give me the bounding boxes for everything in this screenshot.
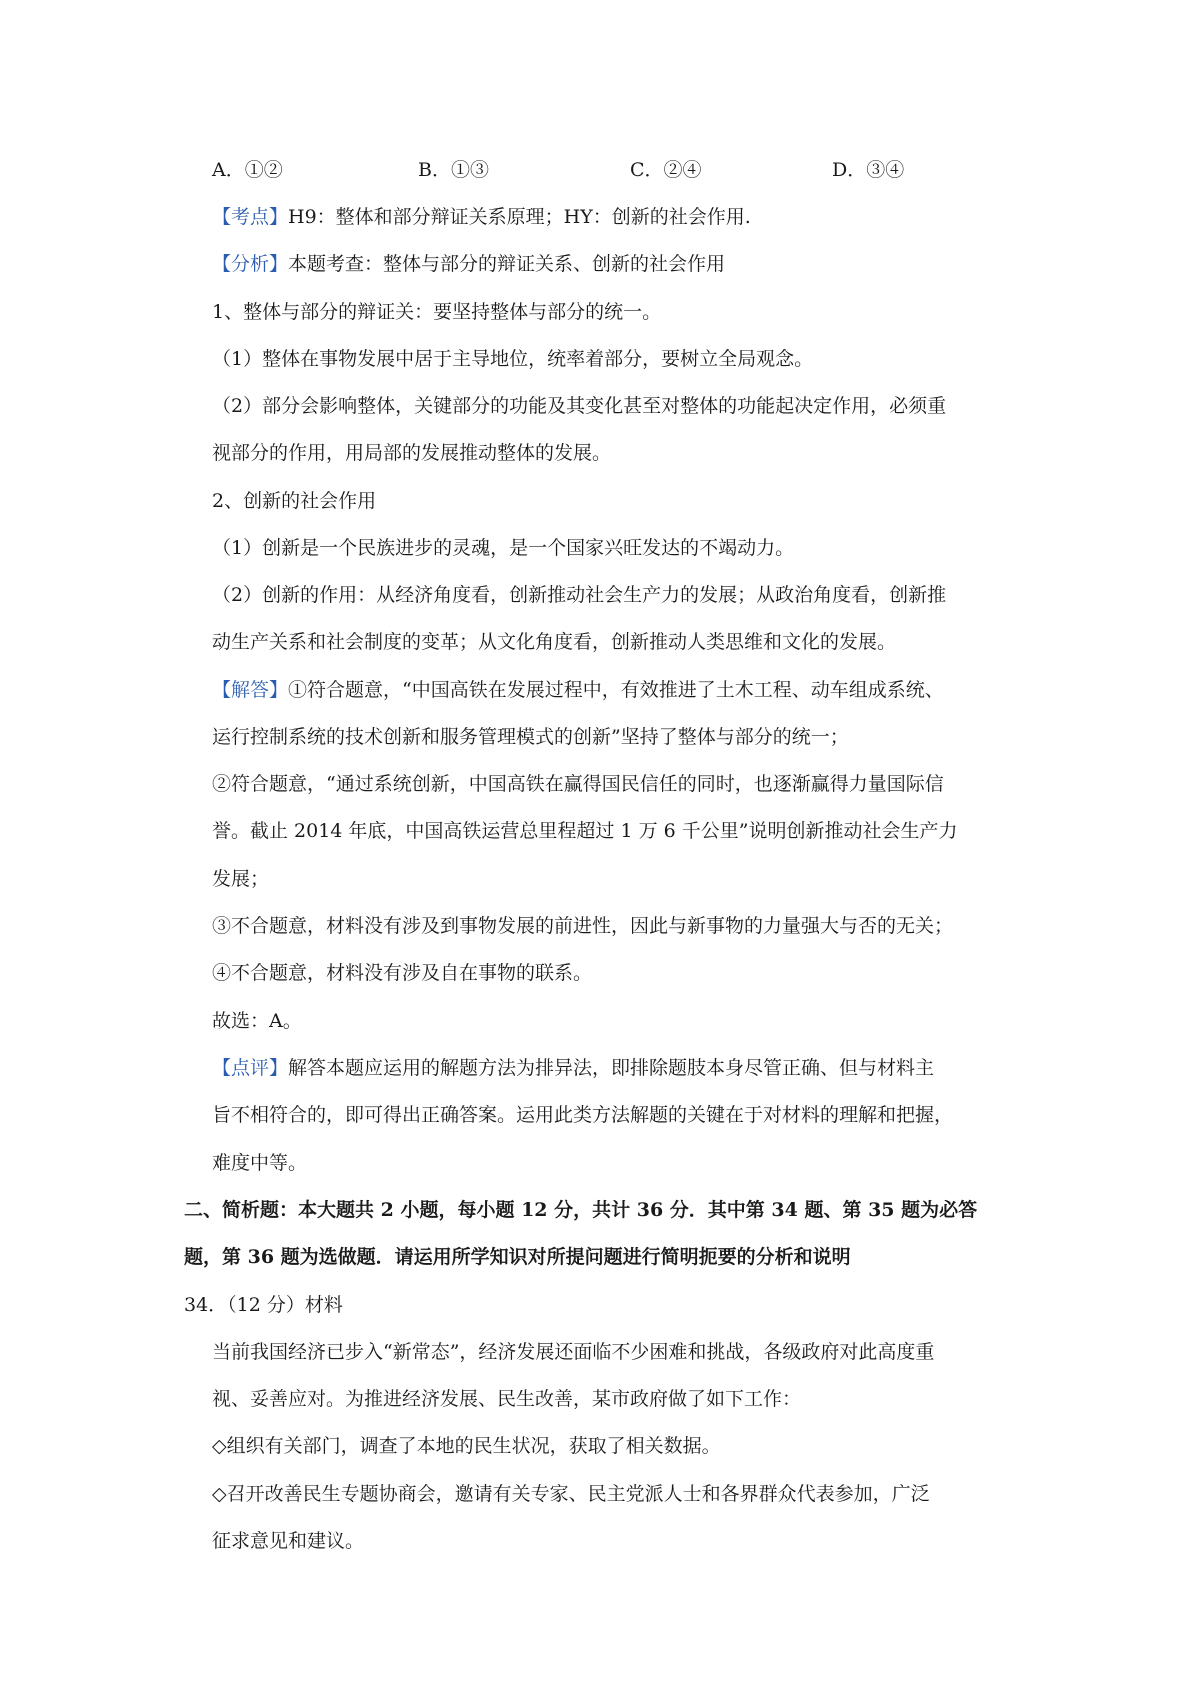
jieda-line-6: ④不合题意，材料没有涉及自在事物的联系。 bbox=[212, 962, 593, 984]
jieda-line-2: ②符合题意，“通过系统创新，中国高铁在赢得国民信任的同时，也逐渐赢得力量国际信 bbox=[212, 773, 944, 795]
dianping-line-1: 旨不相符合的，即可得出正确答案。运用此类方法解题的关键在于对材料的理解和把握， bbox=[212, 1104, 954, 1126]
option-d: D．③④ bbox=[832, 159, 905, 181]
jieda-line-5: ③不合题意，材料没有涉及到事物发展的前进性，因此与新事物的力量强大与否的无关； bbox=[212, 915, 954, 937]
fenxi-line-4: 视部分的作用，用局部的发展推动整体的发展。 bbox=[212, 442, 612, 464]
dianping-text: 解答本题应运用的解题方法为排异法，即排除题肢本身尽管正确、但与材料主 bbox=[288, 1057, 935, 1079]
jieda-line-1: 运行控制系统的技术创新和服务管理模式的创新”坚持了整体与部分的统一； bbox=[212, 726, 849, 748]
jieda-tag: 【解答】 bbox=[212, 679, 289, 701]
jieda-line-4: 发展； bbox=[212, 868, 270, 890]
option-a: A．①② bbox=[212, 159, 283, 181]
option-b: B．①③ bbox=[418, 159, 489, 181]
dianping-tag: 【点评】 bbox=[212, 1057, 289, 1079]
fenxi-line-1: 1、整体与部分的辩证关：要坚持整体与部分的统一。 bbox=[212, 301, 662, 323]
q34-line-1: 当前我国经济已步入“新常态”，经济发展还面临不少困难和挑战，各级政府对此高度重 bbox=[212, 1341, 935, 1363]
question-34-head: 34．（12 分）材料 bbox=[184, 1294, 343, 1316]
fenxi-line-5: 2、创新的社会作用 bbox=[212, 490, 377, 512]
fenxi-line bbox=[212, 251, 1032, 277]
fenxi-line-8: 动生产关系和社会制度的变革；从文化角度看，创新推动人类思维和文化的发展。 bbox=[212, 631, 897, 653]
dianping-line-2: 难度中等。 bbox=[212, 1152, 308, 1174]
fenxi-line-6: （1）创新是一个民族进步的灵魂，是一个国家兴旺发达的不竭动力。 bbox=[212, 537, 795, 559]
jieda-line bbox=[212, 677, 1032, 703]
q34-line-2: 视、妥善应对。为推进经济发展、民生改善，某市政府做了如下工作： bbox=[212, 1388, 802, 1410]
q34-line-4: ◇召开改善民生专题协商会，邀请有关专家、民主党派人士和各界群众代表参加，广泛 bbox=[212, 1483, 930, 1505]
kaodian-tag: 【考点】 bbox=[212, 206, 289, 228]
q34-line-5: 征求意见和建议。 bbox=[212, 1530, 365, 1552]
fenxi-line-2: （1）整体在事物发展中居于主导地位，统率着部分，要树立全局观念。 bbox=[212, 348, 814, 370]
fenxi-line-3: （2）部分会影响整体，关键部分的功能及其变化甚至对整体的功能起决定作用，必须重 bbox=[212, 395, 947, 417]
jieda-line-3: 誉。截止 2014 年底，中国高铁运营总里程超过 1 万 6 千公里”说明创新推动社会生产力 bbox=[212, 820, 958, 842]
fenxi-tag: 【分析】 bbox=[212, 253, 289, 275]
q34-line-3: ◇组织有关部门，调查了本地的民生状况，获取了相关数据。 bbox=[212, 1435, 721, 1457]
fenxi-text: 本题考查：整体与部分的辩证关系、创新的社会作用 bbox=[288, 253, 726, 275]
section-heading-line-2: 题，第 36 题为选做题．请运用所学知识对所提问题进行简明扼要的分析和说明 bbox=[184, 1246, 851, 1268]
jieda-answer: 故选：A。 bbox=[212, 1010, 302, 1032]
option-c: C．②④ bbox=[630, 159, 702, 181]
jieda-text: ①符合题意，“中国高铁在发展过程中，有效推进了土木工程、动车组成系统、 bbox=[288, 679, 944, 701]
kaodian-line bbox=[212, 204, 1032, 230]
dianping-line bbox=[212, 1055, 1032, 1081]
kaodian-text: H9：整体和部分辩证关系原理；HY：创新的社会作用. bbox=[288, 206, 751, 228]
fenxi-line-7: （2）创新的作用：从经济角度看，创新推动社会生产力的发展；从政治角度看，创新推 bbox=[212, 584, 947, 606]
section-heading-line-1: 二、简析题：本大题共 2 小题，每小题 12 分，共计 36 分．其中第 34 题、第 35 题为必答 bbox=[184, 1199, 978, 1221]
